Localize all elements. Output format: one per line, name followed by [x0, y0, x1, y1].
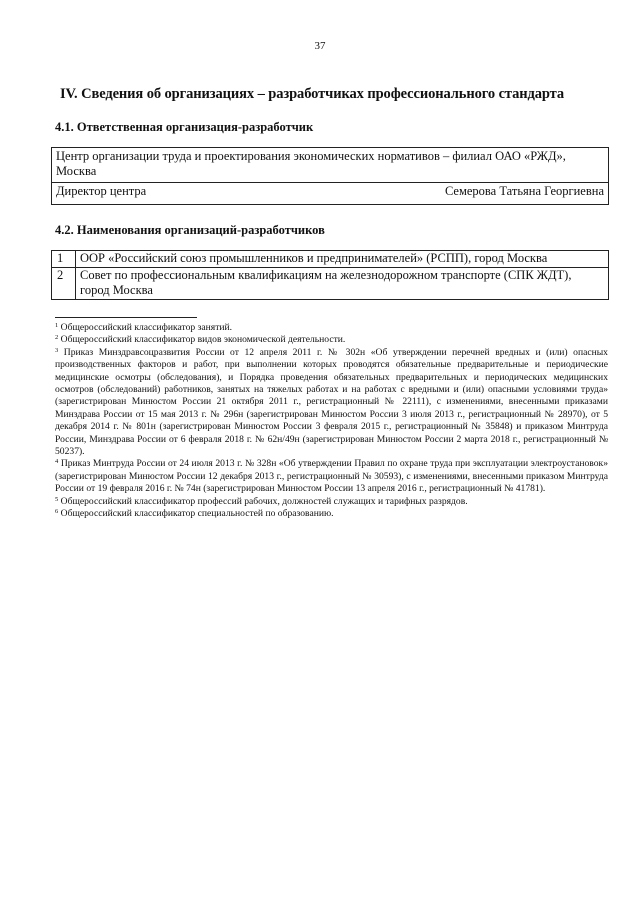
developer-orgs-table — [51, 250, 609, 300]
page-number: 37 — [314, 40, 326, 52]
row-number: 2 — [52, 268, 76, 300]
footnote-mark: 5 — [55, 495, 59, 503]
footnote-text: Приказ Минтруда России от 24 июля 2013 г. № 328н «Об утверждении Правил по охране труда при эксплуатации электроустановок» (зарегистрирован Минюстом России 12 декабря 2013 г., регистрационный № 30593), с изменениями, внесенными приказом Минтруда России от 19 февраля 2016 г. № 74н (зарегистрирован Минюстом России 13 апреля 2016 г., регистрационный № 41781). — [55, 458, 608, 495]
footnote-mark: 2 — [55, 334, 59, 342]
footnote-text: Приказ Минздравсоцразвития России от 12 апреля 2011 г. № 302н «Об утверждении перечней вредных и (или) опасных производственных факторов и работ, при выполнении которых проводятся обязательные предварительные и периодические медицинские осмотры (обследования), и Порядка проведения обязательных предварительных и периодических медицинских осмотров (обследований) работников, занятых на тяжелых работах и на работах с вредными и (или) опасными условиями труда» (зарегистрирован Минюстом России 21 октября 2011 г., регистрационный № 22111), с изменениями, внесенными приказами Минздрава России от 15 мая 2013 г. № 296н (зарегистрирован Минюстом России 3 июля 2013 г., регистрационный № 28970), от 5 декабря 2014 г. № 801н (зарегистрирован Минюстом России 3 февраля 2015 г., регистрационный № 35848) и приказом Минтруда России, Минздрава России от 6 февраля 2018 г. № 62н/49н (зарегистрирован Минюстом России 2 марта 2018 г., регистрационный № 50237). — [55, 346, 608, 458]
footnote-mark: 3 — [55, 346, 59, 354]
footnote — [55, 496, 608, 508]
developer-org-name: ООР «Российский союз промышленников и предпринимателей» (РСПП), город Москва — [76, 251, 609, 268]
developer-org-name: Совет по профессиональным квалификациям на железнодорожном транспорте (СПК ЖДТ), город Москва — [76, 268, 609, 300]
row-number: 1 — [52, 251, 76, 268]
developer-orgs-heading: 4.2. Наименования организаций-разработчиков — [55, 223, 325, 237]
director-position: Директор центра — [56, 184, 147, 198]
footnote-mark: 6 — [55, 508, 59, 516]
director-name: Семерова Татьяна Георгиевна — [444, 184, 604, 198]
footnotes — [55, 322, 608, 521]
responsible-org-heading: 4.1. Ответственная организация-разработчик — [55, 120, 314, 134]
table-row — [52, 268, 609, 300]
footnote-text: Общероссийский классификатор занятий. — [60, 322, 233, 333]
footnote-divider — [55, 317, 197, 318]
responsible-org-table — [51, 147, 609, 205]
footnote-text: Общероссийский классификатор профессий рабочих, должностей служащих и тарифных разрядов. — [60, 495, 468, 507]
footnote — [55, 458, 608, 495]
table-row — [52, 251, 609, 268]
director-cell — [52, 183, 609, 205]
footnote-text: Общероссийский классификатор видов экономической деятельности. — [60, 334, 346, 346]
responsible-org-name: Центр организации труда и проектирования экономических нормативов – филиал ОАО «РЖД», Москва — [52, 148, 609, 183]
footnote — [55, 347, 608, 459]
footnote-mark: 1 — [55, 322, 59, 329]
footnote — [55, 508, 608, 520]
table-row — [52, 148, 609, 183]
table-row — [52, 183, 609, 205]
footnote — [55, 322, 608, 334]
footnote-mark: 4 — [55, 458, 59, 466]
footnote-text: Общероссийский классификатор специальностей по образованию. — [60, 508, 334, 520]
footnote — [55, 334, 608, 346]
section-title: IV. Сведения об организациях – разработчиках профессионального стандарта — [60, 86, 565, 102]
